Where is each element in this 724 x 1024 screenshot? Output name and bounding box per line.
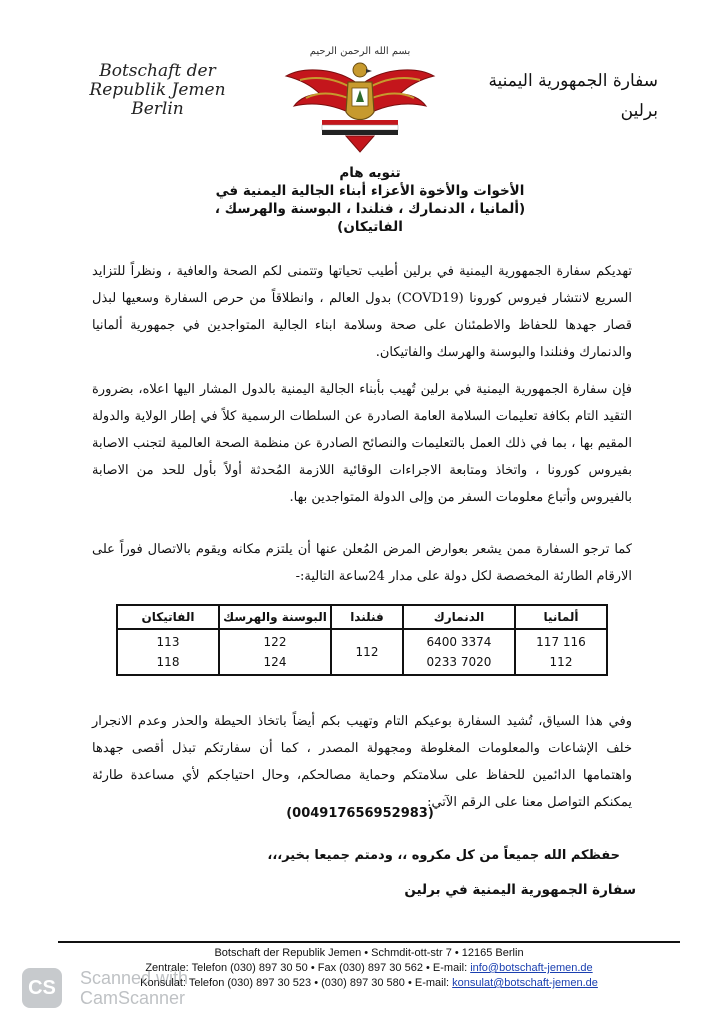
cell-finland: 112 bbox=[331, 629, 403, 675]
consulate-contact-text: Konsulat: Telefon (030) 897 30 523 • (030) 897 30 580 • E-mail: bbox=[140, 977, 453, 989]
bosnia-number-1: 122 bbox=[263, 635, 287, 649]
paragraph-2: فإن سفارة الجمهورية اليمنية في برلين تُهيب بأبناء الجالية اليمنية بالدول المشار اليها اعلاه، بضرورة التقيد التام بكافة تعليمات السلامة العامة الصادرة عن السلطات الرسمية كلاً في إطار الولاية والدولة المقيم بها ، بما في ذلك العمل بالتعليمات والنصائح الصادرة عن منظمة الصحة العالمية لتجنب الاصابة بفيروس كورونا ، واتخاذ ومتابعة الاجراءات الوقائية اللازمة المُحدثة أولاً بأول للحد من الاصابة بالفيروس وأتباع معلومات السفر من وإلى الدولة المتواجدين بها. bbox=[92, 382, 632, 505]
cell-denmark bbox=[403, 629, 515, 675]
notice-addressees: الأخوات والأخوة الأعزاء أبناء الجالية اليمنية في bbox=[215, 183, 525, 199]
contact-number: (004917656952983) bbox=[286, 806, 434, 821]
arabic-line-1: سفارة الجمهورية اليمنية bbox=[488, 71, 658, 91]
consulate-email-link[interactable]: konsulat@botschaft-jemen.de bbox=[452, 977, 598, 989]
footer-address: Botschaft der Republik Jemen • Schmdit-ott-str 7 • 12165 Berlin bbox=[214, 947, 524, 959]
notice-title: تنويه هام bbox=[339, 165, 401, 181]
paragraph-3: كما ترجو السفارة ممن يشعر بعوارض المرض المُعلن عنها أن يلتزم مكانه ويقوم بالاتصال فوراً على الارقام الطارئة المخصصة لكل دولة على مدار 24ساعة التالية:- bbox=[92, 542, 632, 584]
cell-bosnia bbox=[219, 629, 331, 675]
paragraph-1: تهديكم سفارة الجمهورية اليمنية في برلين أطيب تحياتها وتتمنى لكم الصحة والعافية ، ونظراً للتزايد السريع لانتشار فيروس كورونا (COVD19) بدول العالم ، وانطلاقاً من حرص السفارة وسعيها لبذل قصار جهدها للحفاظ والاطمئنان على صحة وسلامة ابناء الجالية المتواجدين في جمهورية ألمانيا والدنمارك وفنلندا والبوسنة والهرسك والفاتيكان. bbox=[92, 264, 632, 360]
watermark-line-2: CamScanner bbox=[80, 988, 186, 1008]
camscanner-watermark bbox=[22, 966, 242, 1018]
signature: سفارة الجمهورية اليمنية في برلين bbox=[404, 882, 636, 898]
info-email-link[interactable]: info@botschaft-jemen.de bbox=[470, 962, 593, 974]
paragraph-4: وفي هذا السياق، تُشيد السفارة بوعيكم التام وتهيب بكم أيضاً باتخاذ الحيطة والحذر وعدم الانجرار خلف الإشاعات والمعلومات المغلوطة ومجهولة المصدر ، كما أن سفارتكم تبذل أقصى جهدها واهتمامها الدائمين للحفاظ على سلامتكم وحماية مصالحكم، وحال احتياجكم لأي مساعدة طارئة يمكنكم التواصل معنا على الرقم الآتي: bbox=[92, 714, 632, 810]
germany-number-2: 112 bbox=[549, 655, 573, 669]
watermark-text bbox=[80, 968, 240, 1008]
yemen-emblem bbox=[282, 40, 438, 156]
emblem-tail bbox=[346, 136, 374, 152]
table-row bbox=[117, 629, 607, 675]
embassy-name-arabic bbox=[488, 66, 658, 126]
cell-vatican bbox=[117, 629, 219, 675]
germany-number-1: 116 117 bbox=[536, 635, 586, 649]
central-contact-text: Zentrale: Telefon (030) 897 30 50 • Fax (030) 897 30 562 • E-mail: bbox=[145, 962, 471, 974]
header-vatican: الفاتيكان bbox=[117, 605, 219, 629]
camscanner-logo-icon: CS bbox=[22, 968, 62, 1008]
header-finland: فنلندا bbox=[331, 605, 403, 629]
closing-line: حفظكم الله جميعاً من كل مكروه ،، ودمتم جميعا بخير،،، bbox=[267, 848, 620, 863]
embassy-name-german bbox=[70, 62, 245, 119]
arabic-line-2: برلين bbox=[620, 101, 658, 121]
header-denmark: الدنمارك bbox=[403, 605, 515, 629]
german-line-3: Berlin bbox=[131, 99, 184, 119]
header-bosnia: البوسنة والهرسك bbox=[219, 605, 331, 629]
denmark-number-2: 7020 0233 bbox=[426, 655, 492, 669]
vatican-number-2: 118 bbox=[156, 655, 180, 669]
notice-title-block bbox=[180, 164, 560, 236]
german-line-1: Botschaft der bbox=[99, 61, 216, 81]
emblem-head bbox=[353, 63, 367, 77]
vatican-number-1: 113 bbox=[156, 635, 180, 649]
cell-germany bbox=[515, 629, 607, 675]
bosnia-number-2: 124 bbox=[263, 655, 287, 669]
emergency-numbers-table bbox=[116, 604, 608, 676]
denmark-number-1: 3374 6400 bbox=[426, 635, 492, 649]
table-header-row bbox=[117, 605, 607, 629]
watermark-line-1: Scanned with bbox=[80, 968, 189, 988]
notice-countries: (ألمانيا ، الدنمارك ، فنلندا ، البوسنة والهرسك ، الفاتيكان) bbox=[214, 201, 526, 235]
header-germany: ألمانيا bbox=[515, 605, 607, 629]
emblem-inscription: بسم الله الرحمن الرحيم bbox=[309, 46, 411, 57]
footer-divider bbox=[58, 941, 680, 943]
german-line-2: Republik Jemen bbox=[89, 80, 226, 100]
